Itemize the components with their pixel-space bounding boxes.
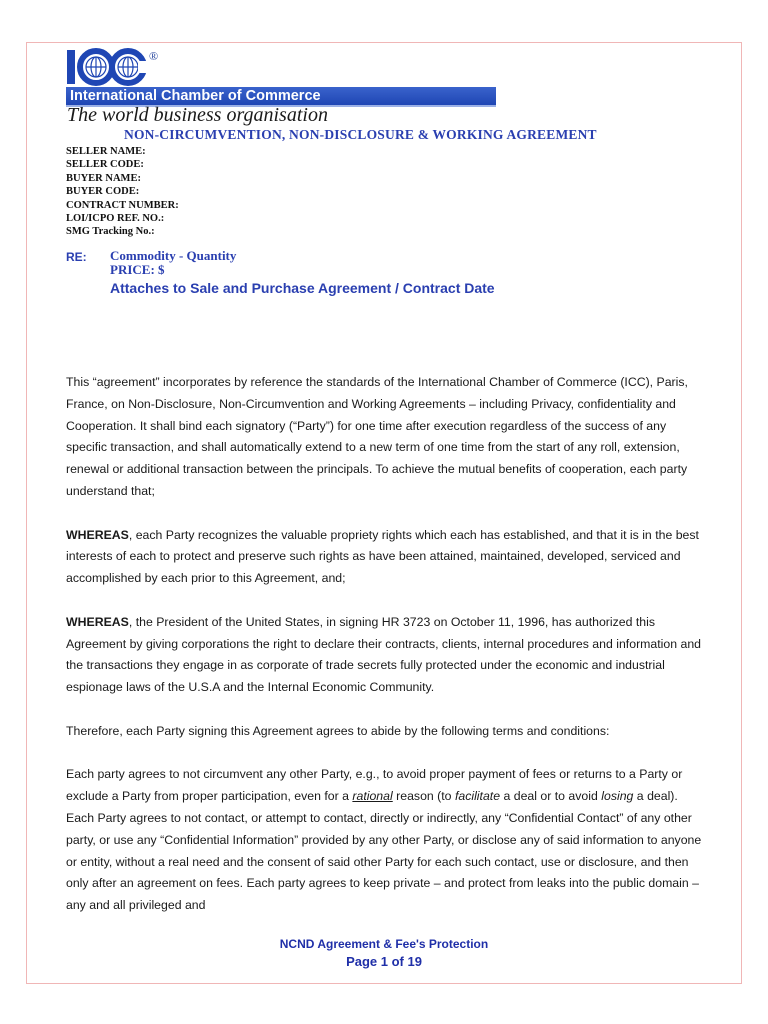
re-price: PRICE: $ [110, 262, 165, 277]
paragraph-intro: This “agreement” incorporates by reference the standards of the International Chamber of Commerce (ICC), Paris, France, on Non-Disclosure, Non-Circumvention and Working Agreements – including Privacy, confidentiality and Cooperation. It shall bind each signatory (“Party”) for one time after execution regardless of the success of any specific transaction, and shall automatically extend to a new term of one time from the start of any roll, extension, renewal or additional transaction between the principals. To achieve the mutual benefits of cooperation, each party understand that; [66, 375, 688, 498]
facilitate-emphasis: facilitate [454, 789, 501, 804]
paragraph-therefore: Therefore, each Party signing this Agreement agrees to abide by the following terms and conditions: [66, 723, 610, 738]
paragraph-whereas-1 [66, 525, 706, 590]
field-smg-tracking: SMG Tracking No.: [66, 226, 155, 238]
rational-emphasis: rational [352, 789, 393, 804]
terms-text-d: a deal). Each Party agrees to not contact, or attempt to contact, directly or indirectly, any “Confidential Contact” of any other party, or use any “Confidential Information” provided by any other Party, or disclose any of said information to anyone or entity, without a real need and the consent of said other Party for each such contact, use or disclosure, and then only after an agreement on fees. Each party agrees to keep private – and protect from leaks into the public domain – any and all privileged and [66, 789, 702, 913]
icc-logo [66, 47, 148, 87]
whereas-1-text: , each Party recognizes the valuable propriety rights which each has established, and that it is in the best interests of each to protect and preserve such rights as have been attained, maintained, developed, serviced and accomplished by each prior to this Agreement, and; [66, 527, 699, 586]
page-number: Page 1 of 19 [346, 954, 422, 969]
agreement-body [66, 372, 706, 939]
field-seller-code: SELLER CODE: [66, 159, 144, 171]
whereas-2-text: , the President of the United States, in signing HR 3723 on October 11, 1996, has authorized this Agreement by giving corporations the right to declare their contracts, clients, internal procedures and information and the transactions they engage in as corporate of trade secrets fully protected under the economic and industrial espionage laws of the U.S.A and the Internal Economic Community. [66, 614, 702, 695]
paragraph-whereas-2 [66, 612, 706, 699]
document-title: NON-CIRCUMVENTION, NON-DISCLOSURE & WORKING AGREEMENT [124, 127, 597, 142]
field-list [66, 145, 179, 239]
re-commodity: Commodity - Quantity [110, 248, 237, 263]
tagline: The world business organisation [67, 104, 328, 126]
field-loi-icpo-ref: LOI/ICPO REF. NO.: [66, 213, 165, 225]
re-label: RE: [66, 250, 87, 264]
field-seller-name: SELLER NAME: [66, 146, 146, 157]
losing-emphasis: losing [601, 789, 634, 804]
field-contract-number: CONTRACT NUMBER: [66, 199, 179, 211]
footer-title: NCND Agreement & Fee's Protection [279, 937, 489, 951]
terms-text-b: reason (to [392, 789, 455, 804]
registered-mark: ® [149, 49, 159, 63]
field-buyer-code: BUYER CODE: [66, 186, 140, 198]
org-name-banner: International Chamber of Commerce [66, 87, 496, 105]
whereas-label: WHEREAS [66, 527, 129, 542]
field-buyer-name: BUYER NAME: [66, 172, 141, 184]
terms-text-a: Each party agrees to not circumvent any other Party, e.g., to avoid proper payment of fees or returns to a Party or exclude a Party from proper participation, even for a [66, 767, 683, 804]
whereas-label: WHEREAS [66, 614, 129, 629]
paragraph-terms [66, 764, 706, 917]
re-attaches: Attaches to Sale and Purchase Agreement / Contract Date [110, 280, 495, 296]
terms-text-c: a deal or to avoid [500, 789, 602, 804]
